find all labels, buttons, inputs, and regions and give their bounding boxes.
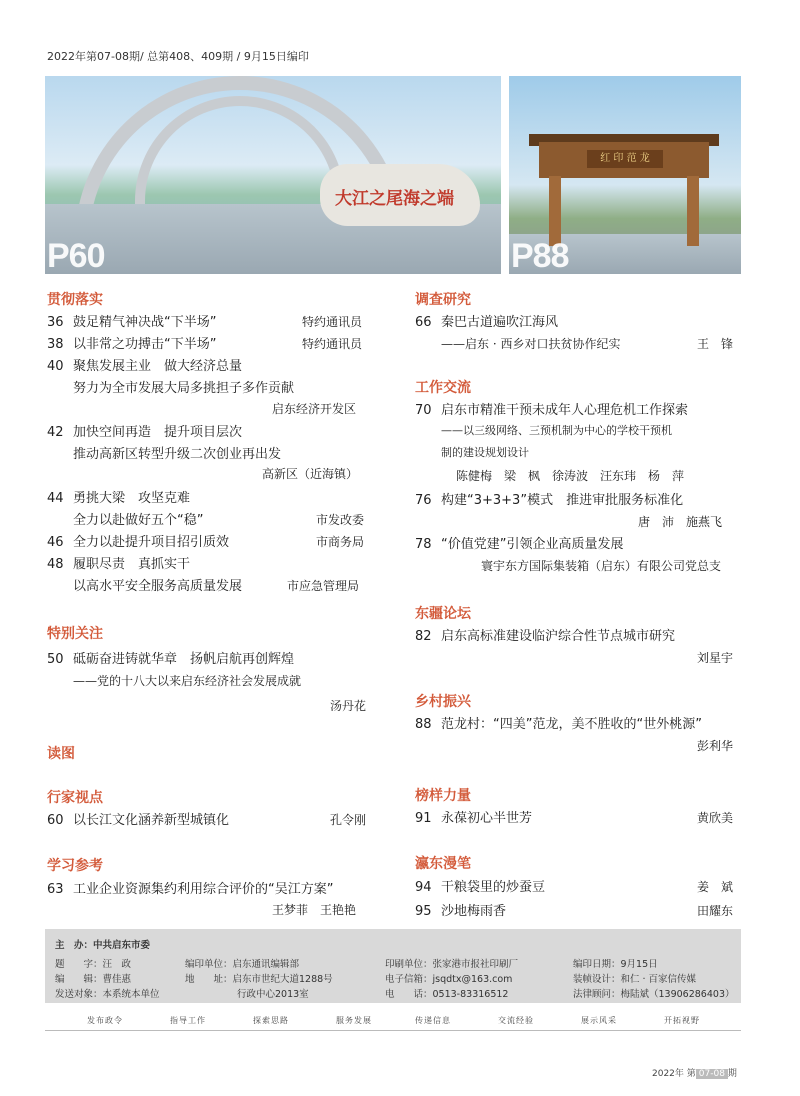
page-footer-prefix: 2022年 第 [652, 1069, 696, 1079]
colophon-c3-1: 电子信箱：jsqdtx@163.com [385, 974, 513, 985]
entry-subtitle: ——党的十八大以来启东经济社会发展成就 [73, 674, 302, 688]
colophon-box [45, 929, 741, 1003]
tagline-7: 开拓视野 [664, 1016, 700, 1025]
entry-author: 田耀东 [697, 904, 734, 918]
page-number: 46 [47, 535, 64, 550]
issue-line: 2022年第07-08期/ 总第408、409期 / 9月15日编印 [47, 50, 309, 63]
entry-title: 勇挑大梁 攻坚克难 [73, 491, 191, 506]
entry-title: 启东市精准干预未成年人心理危机工作探索 [441, 403, 689, 418]
colophon-sponsor: 主 办：中共启东市委 [55, 940, 151, 951]
page-number: 88 [415, 717, 432, 732]
page-number: 44 [47, 491, 64, 506]
entry-title: 鼓足精气神决战“下半场” [73, 315, 217, 330]
page-footer [652, 1066, 737, 1079]
tagline-0: 发布政令 [87, 1016, 123, 1025]
tagline-2: 探索思路 [253, 1016, 289, 1025]
footer-divider [45, 1030, 741, 1031]
entry-title: 履职尽责 真抓实干 [73, 557, 191, 572]
page-number: 95 [415, 904, 432, 919]
page-number: 50 [47, 652, 64, 667]
colophon-c3-0: 印刷单位：张家港市报社印刷厂 [385, 959, 519, 970]
colophon-c4-1: 装帧设计：和仁 · 百家信传媒 [573, 974, 697, 985]
entry-title: 全力以赴提升项目招引质效 [73, 535, 230, 550]
entry-subtitle: 全力以赴做好五个“稳” [73, 513, 204, 528]
entry-subtitle: ——启东 · 西乡对口扶贫协作纪实 [441, 337, 621, 351]
section-diaocha: 调查研究 [415, 292, 471, 308]
section-gongzuo: 工作交流 [415, 380, 471, 396]
section-bangyang: 榜样力量 [415, 788, 471, 804]
entry-author: 陈健梅 梁 枫 徐涛波 汪东玮 杨 萍 [456, 469, 685, 483]
page-number: 38 [47, 337, 64, 352]
page-number: 82 [415, 629, 432, 644]
colophon-c1-1: 编 辑：曹佳惠 [55, 974, 132, 985]
toc-entry-82[interactable] [415, 625, 675, 644]
page-number: 60 [47, 813, 64, 828]
page-number: 63 [47, 882, 64, 897]
entry-author: 启东经济开发区 [272, 402, 357, 416]
entry-title: 构建“3+3+3”模式 推进审批服务标准化 [441, 493, 684, 508]
entry-author: 特约通讯员 [302, 337, 363, 351]
entry-title: 砥砺奋进铸就华章 扬帆启航再创辉煌 [73, 652, 295, 667]
colophon-c4-0: 编印日期：9月15日 [573, 959, 658, 970]
cycling-photo [45, 76, 501, 274]
page-number: 66 [415, 315, 432, 330]
toc-entry-94[interactable] [415, 876, 545, 895]
tagline-3: 服务发展 [336, 1016, 372, 1025]
toc-entry-66[interactable] [415, 311, 558, 330]
entry-author: 彭利华 [697, 739, 734, 753]
tagline-6: 展示风采 [581, 1016, 617, 1025]
entry-author: 特约通讯员 [302, 315, 363, 329]
section-yingdong: 瀛东漫笔 [415, 856, 471, 872]
tagline-5: 交流经验 [498, 1016, 534, 1025]
toc-entry-88[interactable] [415, 713, 702, 732]
entry-subtitle: 推动高新区转型升级二次创业再出发 [73, 447, 282, 462]
page-number: 76 [415, 493, 432, 508]
toc-entry-78[interactable] [415, 533, 623, 552]
entry-author: 高新区（近海镇） [262, 467, 359, 481]
toc-entry-91[interactable] [415, 807, 532, 826]
section-tebie: 特别关注 [47, 626, 103, 642]
entry-title: 聚焦发展主业 做大经济总量 [73, 359, 243, 374]
gate-post-left [549, 176, 561, 246]
colophon-c2-2: 行政中心2013室 [237, 989, 309, 1000]
gate-plaque: 红 印 范 龙 [587, 150, 663, 168]
section-dongjiang: 东疆论坛 [415, 606, 471, 622]
toc-entry-76[interactable] [415, 489, 683, 508]
entry-author: 姜 斌 [697, 880, 734, 894]
page-number: 78 [415, 537, 432, 552]
page-number: 36 [47, 315, 64, 330]
toc-entry-40[interactable] [47, 355, 242, 374]
toc-entry-60[interactable] [47, 809, 229, 828]
entry-subtitle: 以高水平安全服务高质量发展 [73, 579, 243, 594]
section-dutu: 读图 [47, 746, 75, 762]
entry-author: 王 锋 [697, 337, 734, 351]
entry-author: 汤丹花 [330, 699, 367, 713]
section-guanche: 贯彻落实 [47, 292, 103, 308]
toc-entry-36[interactable] [47, 311, 216, 330]
page-number: 70 [415, 403, 432, 418]
entry-author: 唐 沛 施燕飞 [638, 515, 723, 529]
colophon-c3-2: 电 话：0513-83316512 [385, 989, 509, 1000]
entry-author: 市应急管理局 [287, 579, 360, 593]
section-xuexi: 学习参考 [47, 858, 103, 874]
toc-entry-95[interactable] [415, 900, 506, 919]
entry-title: 以长江文化涵养新型城镇化 [73, 813, 230, 828]
entry-title: 加快空间再造 提升项目层次 [73, 425, 243, 440]
page-number: 42 [47, 425, 64, 440]
tagline-1: 指导工作 [170, 1016, 206, 1025]
page-footer-suffix: 期 [727, 1069, 737, 1079]
toc-entry-50[interactable] [47, 648, 294, 667]
toc-entry-48[interactable] [47, 553, 190, 572]
entry-title: 范龙村：“四美”范龙，美不胜收的“世外桃源” [441, 717, 702, 732]
colophon-c1-0: 题 字：汪 政 [55, 959, 132, 970]
entry-title: 以非常之功搏击“下半场” [73, 337, 217, 352]
toc-entry-46[interactable] [47, 531, 229, 550]
section-hangjia: 行家视点 [47, 790, 103, 806]
toc-entry-44[interactable] [47, 487, 190, 506]
toc-entry-70[interactable] [415, 399, 688, 418]
entry-title: 工业企业资源集约利用综合评价的“吴江方案” [73, 882, 334, 897]
entry-title: 秦巴古道遍吹江海风 [441, 315, 559, 330]
entry-title: 永葆初心半世芳 [441, 811, 533, 826]
colophon-c2-0: 编印单位：启东通讯编辑部 [185, 959, 300, 970]
section-xiangcun: 乡村振兴 [415, 694, 471, 710]
entry-subtitle-cont: 制的建设规划设计 [441, 446, 529, 459]
page-number: 91 [415, 811, 432, 826]
entry-title: “价值党建”引领企业高质量发展 [441, 537, 624, 552]
entry-author: 寰宇东方国际集装箱（启东）有限公司党总支 [481, 559, 722, 573]
entry-title: 沙地梅雨香 [441, 904, 507, 919]
colophon-c4-2: 法律顾问：梅陆斌（13906286403） [573, 989, 735, 1000]
entry-author: 刘星宇 [697, 651, 734, 665]
page-tag-p60: P60 [47, 237, 105, 274]
entry-author: 孔令刚 [330, 813, 367, 827]
colophon-c2-1: 地 址：启东市世纪大道1288号 [185, 974, 333, 985]
entry-author: 市发改委 [316, 513, 365, 527]
colophon-c1-2: 发送对象：本系统本单位 [55, 989, 160, 1000]
page-number: 48 [47, 557, 64, 572]
toc-entry-63[interactable] [47, 878, 333, 897]
gate-post-right [687, 176, 699, 246]
monument-inscription: 大江之尾海之端 [335, 189, 454, 209]
page-number: 94 [415, 880, 432, 895]
toc-entry-38[interactable] [47, 333, 216, 352]
entry-author: 黄欣美 [697, 811, 734, 825]
entry-title: 干粮袋里的炒蚕豆 [441, 880, 546, 895]
page-footer-issue: 07-08 [696, 1069, 728, 1079]
toc-entry-42[interactable] [47, 421, 242, 440]
entry-subtitle: 努力为全市发展大局多挑担子多作贡献 [73, 381, 295, 396]
page-number: 40 [47, 359, 64, 374]
village-gate-photo [509, 76, 741, 274]
entry-title: 启东高标准建设临沪综合性节点城市研究 [441, 629, 676, 644]
entry-subtitle: ——以三级网络、三预机制为中心的学校干预机 [441, 424, 672, 437]
entry-author: 市商务局 [316, 535, 365, 549]
entry-author: 王梦菲 王艳艳 [272, 903, 357, 917]
tagline-4: 传递信息 [415, 1016, 451, 1025]
page-tag-p88: P88 [511, 237, 569, 274]
